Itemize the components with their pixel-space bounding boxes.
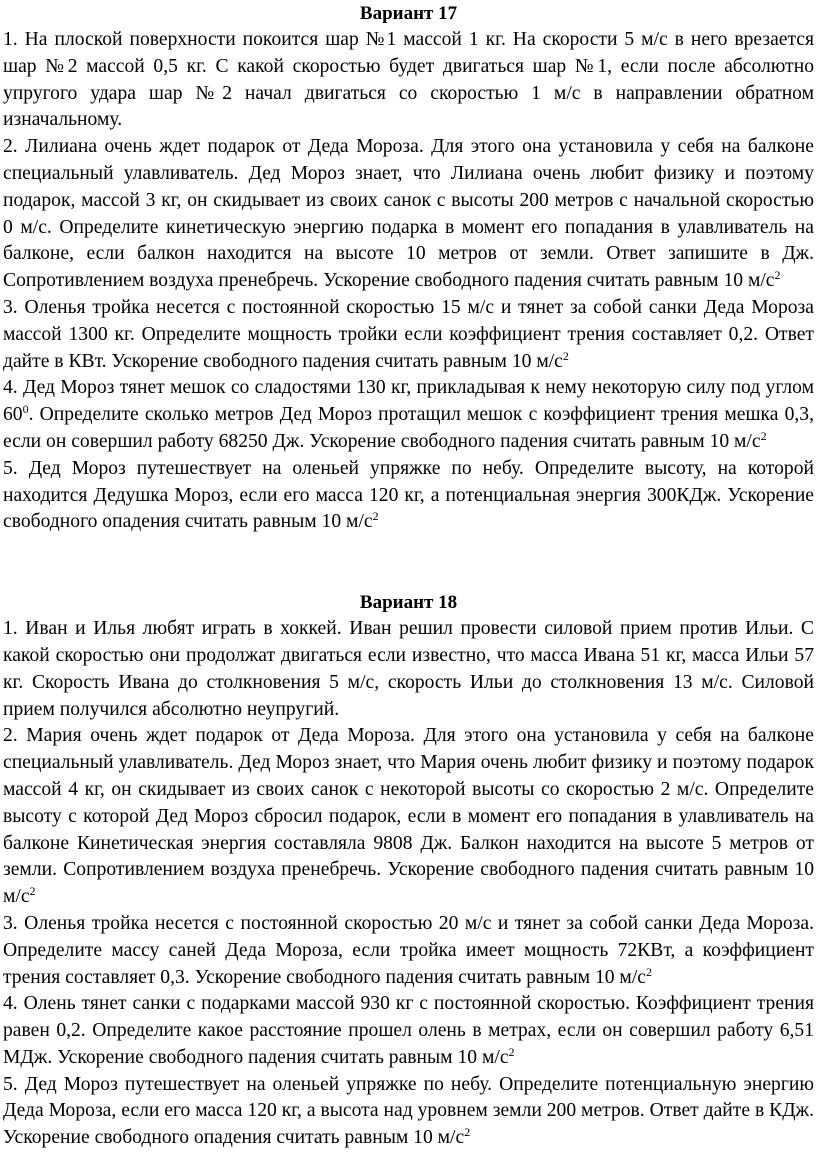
section-gap xyxy=(3,536,814,590)
superscript: 2 xyxy=(372,509,379,524)
variant-17-task-1 xyxy=(3,27,814,134)
variant-17-task-5 xyxy=(3,456,814,536)
superscript: 2 xyxy=(508,1044,515,1059)
task-text: 2. Мария очень ждет подарок от Деда Мороза. Для этого она установила у себя на балконе специальный улавливатель. Дед Мороз знает, что Мария очень любит физику и поэтому подарок массой 4 кг, он скидывает из своих санок с некоторой высоты со скоростью 2 м/с. Определите высоту с которой Дед Мороз сбросил подарок, если в момент его попадания в улавливатель на балконе Кинетическая энергия составляла 9808 Дж. Балкон находится на высоте 5 метров от земли. Сопротивлением воздуха пренебречь. Ускорение свободного падения считать равным 10 м/с xyxy=(3,725,814,908)
task-text: 5. Дед Мороз путешествует на оленьей упряжке по небу. Определите потенциальную энергию Деда Мороза, если его масса 120 кг, а высота над уровнем земли 200 метров. Ответ дайте в КДж. Ускорение свободного опадения считать равным 10 м/с xyxy=(3,1073,814,1149)
superscript: 2 xyxy=(562,348,569,363)
variant-18-task-5 xyxy=(3,1072,814,1152)
variant-18-title: Вариант 18 xyxy=(359,592,458,614)
variant-17-task-3 xyxy=(3,295,814,375)
degree-superscript: 0 xyxy=(22,402,29,417)
variant-17-task-2 xyxy=(3,134,814,295)
superscript: 2 xyxy=(774,268,781,283)
task-text: 3. Оленья тройка несется с постоянной скоростью 15 м/с и тянет за собой санки Деда Мороза массой 1300 кг. Определите мощность тройки если коэффициент трения составляет 0,2. Ответ дайте в КВт. Ускорение свободного падения считать равным 10 м/с xyxy=(3,296,814,372)
variant-17-title: Вариант 17 xyxy=(359,3,458,24)
task-text: 2. Лилиана очень ждет подарок от Деда Мороза. Для этого она установила у себя на балконе специальный улавливатель. Дед Мороз знает, что Лилиана очень любит физику и поэтому подарок, массой 3 кг, он скидывает из своих санок с высоты 200 метров с начальной скоростью 0 м/с. Определите кинетическую энергию подарка в момент его попадания в улавливатель на балконе, если балкон находится на высоте 10 метров от земли. Ответ запишите в Дж. Сопротивлением воздуха пренебречь. Ускорение свободного падения считать равным 10 м/с xyxy=(3,136,814,292)
variant-17 xyxy=(3,0,814,536)
superscript: 2 xyxy=(760,428,767,443)
variant-17-task-4 xyxy=(3,375,814,455)
task-text: 1. На плоской поверхности покоится шар №1 массой 1 кг. На скорости 5 м/с в него врезается шар №2 массой 0,5 кг. С какой скоростью будет двигаться шар №1, если после абсолютно упругого удара шар №2 начал двигаться со скоростью 1 м/с в направлении обратном изначальному. xyxy=(3,29,814,131)
variant-18-task-4 xyxy=(3,991,814,1071)
task-text: 3. Оленья тройка несется с постоянной скоростью 20 м/с и тянет за собой санки Деда Мороза. Определите массу саней Деда Мороза, если тройка имеет мощность 72КВт, а коэффициент трения составляет 0,3. Ускорение свободного падения считать равным 10 м/с xyxy=(3,912,814,988)
variant-18-task-2 xyxy=(3,723,814,911)
superscript: 2 xyxy=(29,884,36,899)
task-text: 5. Дед Мороз путешествует на оленьей упряжке по небу. Определите высоту, на которой находится Дедушка Мороз, если его масса 120 кг, а потенциальная энергия 300КДж. Ускорение свободного опадения считать равным 10 м/с xyxy=(3,457,814,533)
task-text: 4. Дед Мороз тянет мешок со сладостями 130 кг, прикладывая к нему некоторую силу под углом 60 xyxy=(3,377,814,426)
task-text-tail: . Определите сколько метров Дед Мороз протащил мешок с коэффициент трения мешка 0,3, если он совершил работу 68250 Дж. Ускорение свободного падения считать равным 10 м/с xyxy=(3,404,814,452)
task-text: 1. Иван и Илья любят играть в хоккей. Иван решил провести силовой прием против Ильи. С какой скоростью они продолжат двигаться если известно, что масса Ивана 51 кг, масса Ильи 57 кг. Скорость Ивана до столкновения 5 м/с, скорость Ильи до столкновения 13 м/с. Силовой прием получился абсолютно неупругий. xyxy=(3,618,814,720)
variant-18 xyxy=(3,590,814,1152)
variant-18-task-1 xyxy=(3,616,814,723)
superscript: 2 xyxy=(464,1125,471,1140)
task-text: 4. Олень тянет санки с подарками массой 930 кг с постоянной скоростью. Коэффициент трения равен 0,2. Определите какое расстояние прошел олень в метрах, если он совершил работу 6,51 МДж. Ускорение свободного падения считать равным 10 м/с xyxy=(3,993,814,1068)
variant-18-task-3 xyxy=(3,911,814,991)
superscript: 2 xyxy=(645,964,652,979)
